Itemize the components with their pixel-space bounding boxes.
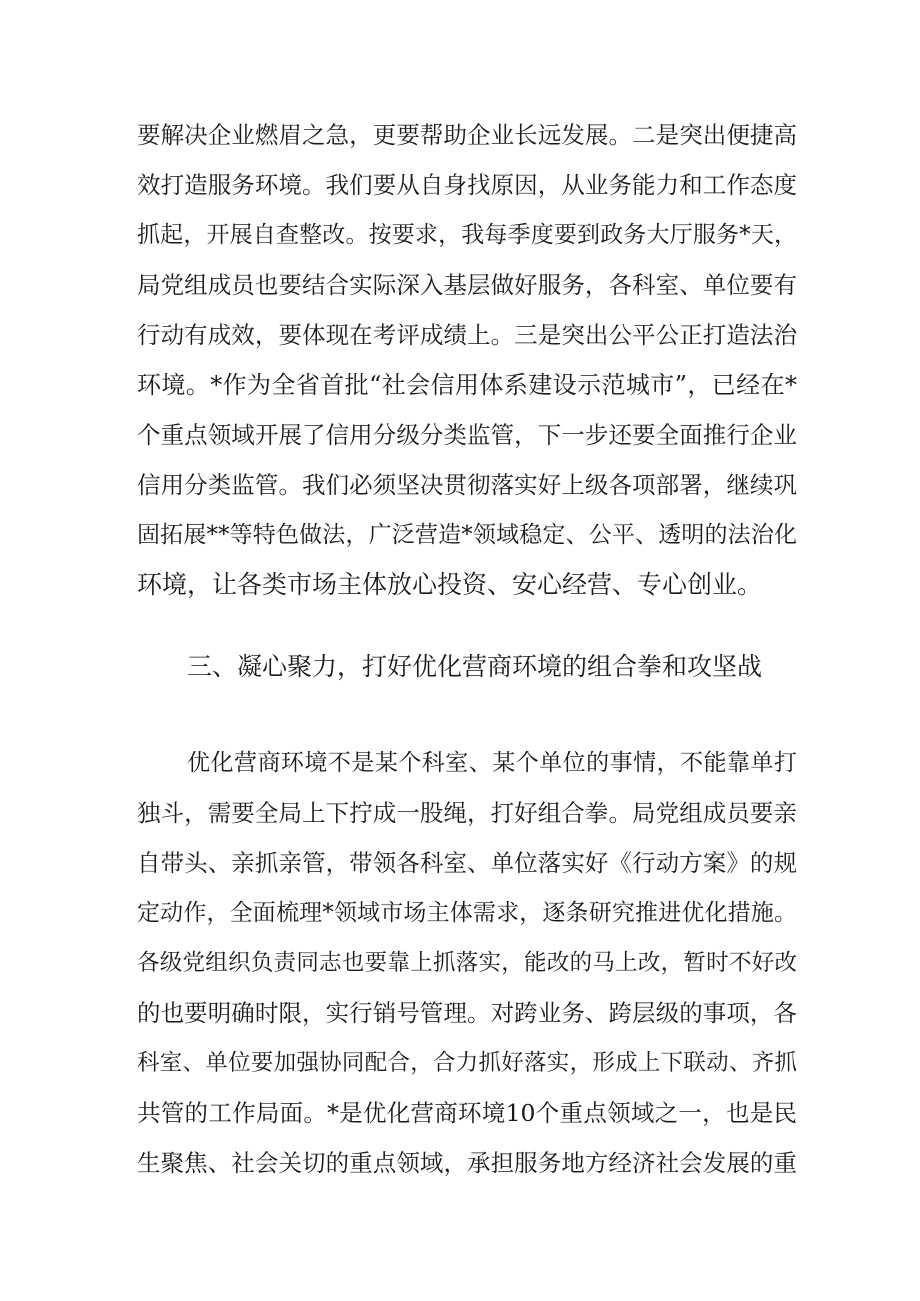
paragraph-1-line-10: 环境，让各类市场主体放心投资、安心经营、专心创业。 — [137, 570, 763, 599]
paragraph-1-line-4: 局党组成员也要结合实际深入基层做好服务，各科室、单位要有 — [137, 271, 797, 299]
paragraph-1-line-5: 行动有成效，要体现在考评成绩上。三是突出公平公正打造法治 — [137, 321, 797, 349]
paragraph-1-line-6: 环境。*作为全省首批“社会信用体系建设示范城市”，已经在* — [137, 371, 797, 399]
paragraph-2-line-1: 优化营商环境不是某个科室、某个单位的事情，不能靠单打 — [187, 750, 797, 776]
paragraph-2-line-6: 的也要明确时限，实行销号管理。对跨业务、跨层级的事项，各 — [137, 999, 797, 1027]
paragraph-2-line-3: 自带头、亲抓亲管，带领各科室、单位落实好《行动方案》的规 — [137, 849, 797, 877]
paragraph-1-line-1: 要解决企业燃眉之急，更要帮助企业长远发展。二是突出便捷高 — [137, 121, 797, 149]
paragraph-2-line-8: 共管的工作局面。*是优化营商环境10个重点领域之一，也是民 — [137, 1099, 797, 1127]
paragraph-2-line-4: 定动作，全面梳理*领域市场主体需求，逐条研究推进优化措施。 — [137, 900, 797, 926]
paragraph-1-line-2: 效打造服务环境。我们要从自身找原因，从业务能力和工作态度 — [137, 171, 797, 199]
paragraph-1-line-7: 个重点领域开展了信用分级分类监管，下一步还要全面推行企业 — [137, 421, 797, 449]
paragraph-2-line-7: 科室、单位要加强协同配合，合力抓好落实，形成上下联动、齐抓 — [137, 1050, 797, 1076]
paragraph-2-line-5: 各级党组织负责同志也要靠上抓落实，能改的马上改，暂时不好改 — [137, 950, 797, 976]
paragraph-1-line-9: 固拓展**等特色做法，广泛营造*领域稳定、公平、透明的法治化 — [137, 522, 797, 548]
paragraph-1-line-3: 抓起，开展自查整改。按要求，我每季度要到政务大厅服务*天， — [137, 222, 797, 248]
section-heading: 三、凝心聚力，打好优化营商环境的组合拳和攻坚战 — [187, 652, 763, 681]
paragraph-2-line-9: 生聚焦、社会关切的重点领域，承担服务地方经济社会发展的重 — [137, 1149, 797, 1177]
paragraph-1-line-8: 信用分类监管。我们必须坚决贯彻落实好上级各项部署，继续巩 — [137, 471, 797, 499]
paragraph-2-line-2: 独斗，需要全局上下拧成一股绳，打好组合拳。局党组成员要亲 — [137, 799, 797, 827]
